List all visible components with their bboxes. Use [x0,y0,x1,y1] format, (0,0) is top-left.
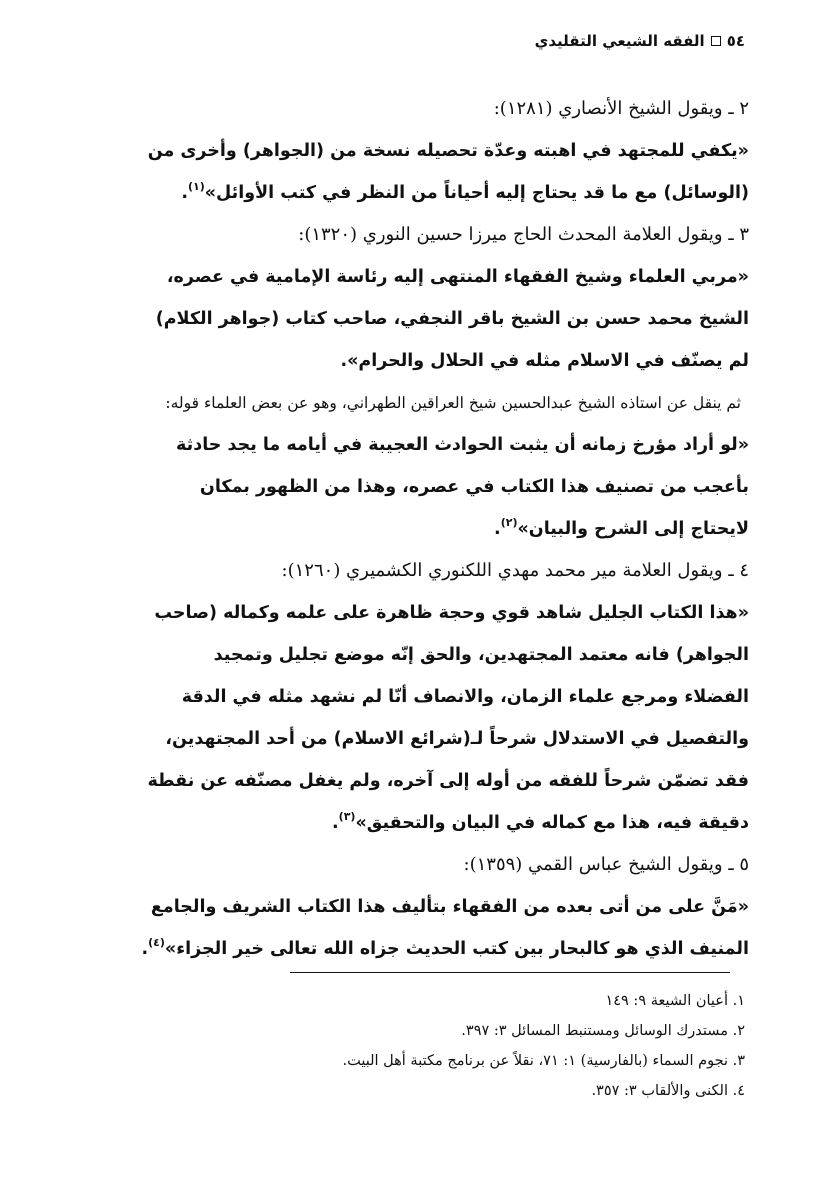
text-line [77,340,749,382]
line-text: والتفصيل في الاستدلال شرحاً لـ(شرائع الاسلام) من أحد المجتهدين، [165,729,749,749]
line-end-punct: . [141,939,149,959]
footnote-ref: (٤) [148,936,165,949]
line-text: دقيقة فيه، هذا مع كماله في البيان والتحقيق» [355,813,749,833]
footnote-separator [290,972,730,973]
footnotes [185,986,745,1106]
line-end-punct: . [181,183,188,203]
footnote: ٤. الكنى والألقاب ٣: ٣٥٧. [591,1083,745,1099]
text-line [77,718,749,760]
text-line [77,256,749,298]
line-text: «لو أراد مؤرخ زمانه أن يثبت الحوادث العجيبة في أيامه ما يجد حادثة [176,435,749,455]
line-text: «هذا الكتاب الجليل شاهد قوي وحجة ظاهرة على علمه وكماله (صاحب [154,603,749,623]
main-text [77,88,749,970]
text-line [77,844,749,886]
line-text: «يكفي للمجتهد في اهبته وعدّة تحصيله نسخة من (الجواهر) وأخرى من [147,141,749,161]
text-line [77,424,749,466]
text-line [77,634,749,676]
line-text: لم يصنّف في الاسلام مثله في الحلال والحرام». [340,351,749,371]
text-line [77,508,749,550]
page-number: ٥٤ [726,32,745,50]
line-text: لايحتاج إلى الشرح والبيان» [517,519,749,539]
line-text: ٣ ـ ويقول العلامة المحدث الحاج ميرزا حسين النوري (١٣٢٠): [298,224,749,245]
line-end-punct: . [332,813,339,833]
line-text: الشيخ محمد حسن بن الشيخ باقر النجفي، صاحب كتاب (جواهر الكلام) [155,309,749,329]
text-line [77,802,749,844]
line-text: الفضلاء ومرجع علماء الزمان، والانصاف أنّا لم نشهد مثله في الدقة [181,687,749,707]
square-bullet-icon [711,36,721,46]
text-line [77,466,749,508]
text-line [77,760,749,802]
line-text: فقد تضمّن شرحاً للفقه من أوله إلى آخره، ولم يغفل مصنّفه عن نقطة [147,771,749,791]
text-line [77,172,749,214]
text-line [77,382,741,424]
text-line [77,214,749,256]
line-text: «مَنَّ على من أتى بعده من الفقهاء بتأليف هذا الكتاب الشريف والجامع [150,897,749,917]
text-line [77,592,749,634]
book-title: الفقه الشيعي التقليدي [534,32,705,50]
line-text: «مربي العلماء وشيخ الفقهاء المنتهى إليه رئاسة الإمامية في عصره، [166,267,749,287]
running-header [535,32,745,50]
line-end-punct: . [494,519,501,539]
text-line [77,928,749,970]
line-text: ٤ ـ ويقول العلامة مير محمد مهدي اللكنوري الكشميري (١٢٦٠): [281,560,749,581]
footnote: ١. أعيان الشيعة ٩: ١٤٩ [605,993,745,1009]
text-line [77,88,749,130]
footnote: ٢. مستدرك الوسائل ومستنبط المسائل ٣: ٣٩٧. [461,1023,745,1039]
text-line [77,886,749,928]
line-text: المنيف الذي هو كالبحار بين كتب الحديث جزاه الله تعالى خير الجزاء» [164,939,749,959]
line-text: ثم ينقل عن استاذه الشيخ عبدالحسين شيخ العراقين الطهراني، وهو عن بعض العلماء قوله: [165,394,741,412]
footnote-ref: (١) [187,180,205,193]
line-text: الجواهر) فانه معتمد المجتهدين، والحق إنّه موضع تجليل وتمجيد [213,645,749,665]
footnote-ref: (٢) [500,516,518,529]
footnote-ref: (٣) [338,810,356,823]
line-text: ٥ ـ ويقول الشيخ عباس القمي (١٣٥٩): [463,854,749,875]
footnote: ٣. نجوم السماء (بالفارسية) ١: ٧١، نقلاً عن برنامج مكتبة أهل البيت. [342,1053,745,1069]
line-text: بأعجب من تصنيف هذا الكتاب في عصره، وهذا من الظهور بمكان [199,477,749,497]
line-text: (الوسائل) مع ما قد يحتاج إليه أحياناً من النظر في كتب الأوائل» [204,183,749,203]
text-line [77,130,749,172]
text-line [77,550,749,592]
text-line [77,298,749,340]
text-line [77,676,749,718]
line-text: ٢ ـ ويقول الشيخ الأنصاري (١٢٨١): [493,98,749,119]
